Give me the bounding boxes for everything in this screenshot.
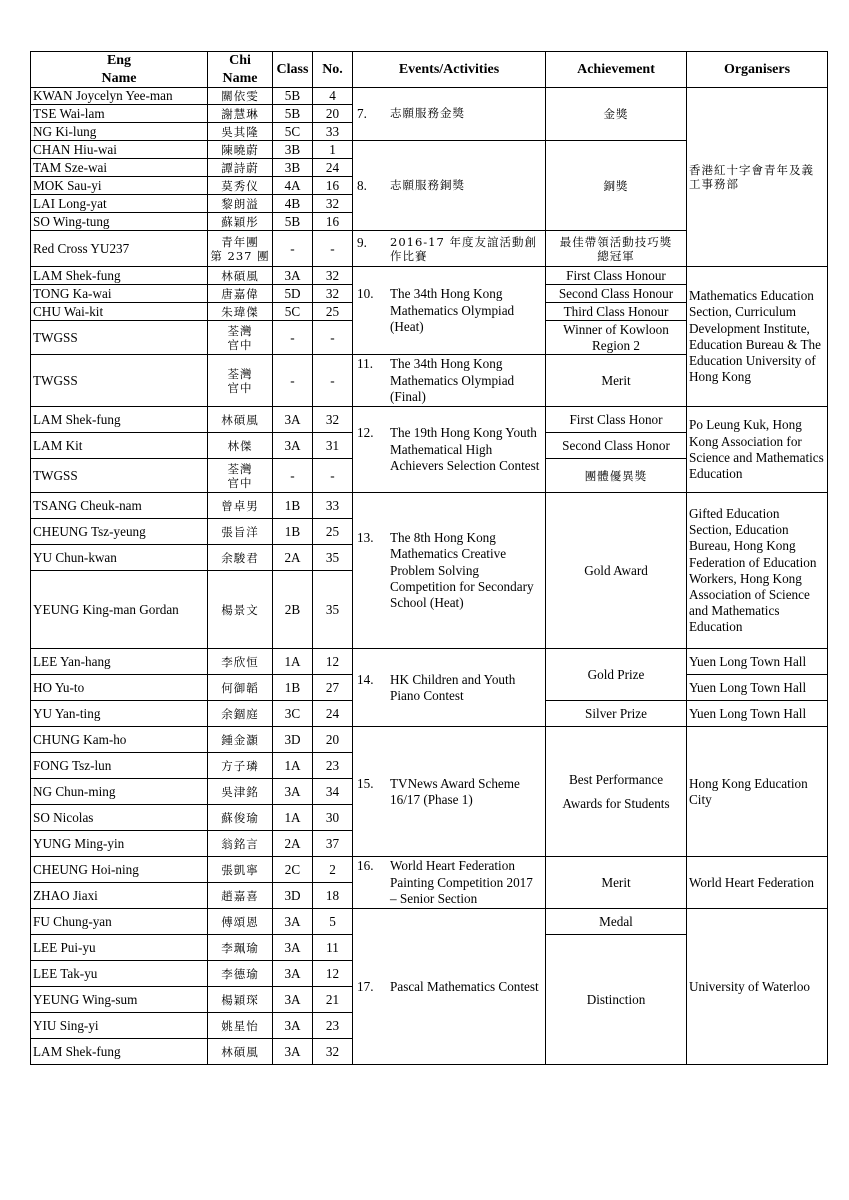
organiser-cell: World Heart Federation [687,857,828,909]
chi-name: 方子璘 [208,753,273,779]
eng-name: SO Nicolas [31,805,208,831]
organiser-cell: Yuen Long Town Hall [687,701,828,727]
chi-name: 趙嘉喜 [208,883,273,909]
number-cell: 21 [313,987,353,1013]
event-name: HK Children and Youth Piano Contest [390,671,516,703]
number-cell: 24 [313,701,353,727]
chi-name: 蘇俊瑜 [208,805,273,831]
number-cell: - [313,231,353,267]
header-achievement: Achievement [546,52,687,88]
class-cell: 1B [273,675,313,701]
event-name: The 34th Hong Kong Mathematics Olympiad (Final) [390,356,515,404]
achievement-cell: 金獎 [546,88,687,141]
class-cell: 3A [273,961,313,987]
achievement-line: Awards for Students [562,795,670,811]
achievement-cell: Silver Prize [546,701,687,727]
number-cell: 35 [313,571,353,649]
table-row [31,407,828,433]
event-name: World Heart Federation Painting Competition 2017 – Senior Section [390,858,533,906]
class-cell: 5B [273,213,313,231]
chi-name: 唐嘉偉 [208,285,273,303]
event-cell [353,355,546,407]
eng-name: LEE Pui-yu [31,935,208,961]
eng-name: YU Yan-ting [31,701,208,727]
chi-name: 朱瑋傑 [208,303,273,321]
class-cell: 1B [273,493,313,519]
class-cell: 3A [273,909,313,935]
chi-name: 黎朗溢 [208,195,273,213]
number-cell: 27 [313,675,353,701]
chi-name: 關依雯 [208,88,273,105]
chi-name: 傅頌恩 [208,909,273,935]
number-cell: 23 [313,753,353,779]
chi-name: 林碩風 [208,1039,273,1065]
table-row [31,857,828,883]
class-cell: 3D [273,883,313,909]
chi-name: 張旨洋 [208,519,273,545]
eng-name: TAM Sze-wai [31,159,208,177]
eng-name: TWGSS [31,459,208,493]
event-name: Pascal Mathematics Contest [390,978,539,994]
number-cell: 4 [313,88,353,105]
header-row [31,52,828,88]
number-cell: 35 [313,545,353,571]
class-cell: 5B [273,105,313,123]
achievement-cell: Second Class Honour [546,285,687,303]
chi-name: 楊景文 [208,571,273,649]
table-row [31,727,828,753]
chi-name: 姚星怡 [208,1013,273,1039]
organiser-cell: Gifted Education Section, Education Bureau, Hong Kong Federation of Education Workers, Hong Kong Association of Science and Mathematics Education [687,493,828,649]
chi-name: 何御韜 [208,675,273,701]
event-cell [353,857,546,909]
chi-name: 李德瑜 [208,961,273,987]
eng-name: YEUNG Wing-sum [31,987,208,1013]
eng-name: TSE Wai-lam [31,105,208,123]
header-chi-name: Chi Name [208,52,273,88]
number-cell: 5 [313,909,353,935]
table-row [31,649,828,675]
chi-name: 余駿君 [208,545,273,571]
achievement-cell: First Class Honour [546,267,687,285]
eng-name: KWAN Joycelyn Yee-man [31,88,208,105]
chi-name: 翁銘言 [208,831,273,857]
achievement-cell: Merit [546,355,687,407]
class-cell: - [273,321,313,355]
header-events: Events/Activities [353,52,546,88]
number-cell: 32 [313,267,353,285]
chi-name: 曾卓男 [208,493,273,519]
eng-name: LEE Yan-hang [31,649,208,675]
eng-name: CHEUNG Tsz-yeung [31,519,208,545]
event-name: The 34th Hong Kong Mathematics Olympiad (Heat) [390,286,515,334]
class-cell: 3C [273,701,313,727]
chi-name: 蘇穎彤 [208,213,273,231]
event-cell [353,909,546,1065]
chi-name: 莫秀仪 [208,177,273,195]
class-cell: 3A [273,1039,313,1065]
chi-name: 林碩風 [208,407,273,433]
event-number: 7. [357,106,367,121]
organiser-cell: Yuen Long Town Hall [687,675,828,701]
number-cell: 2 [313,857,353,883]
eng-name: YU Chun-kwan [31,545,208,571]
number-cell: 18 [313,883,353,909]
achievement-cell: Winner of Kowloon Region 2 [546,321,687,355]
class-cell: 2C [273,857,313,883]
achievement-cell: Medal [546,909,687,935]
eng-name: LAI Long-yat [31,195,208,213]
event-number: 12. [357,425,374,441]
number-cell: 31 [313,433,353,459]
event-number: 11. [357,356,373,372]
eng-name: CHAN Hiu-wai [31,141,208,159]
event-name: 2016-17 年度友誼活動創作比賽 [390,234,537,263]
event-cell [353,649,546,727]
chi-name: 張凱寧 [208,857,273,883]
eng-name: CHEUNG Hoi-ning [31,857,208,883]
event-number: 13. [357,530,374,546]
class-cell: 3D [273,727,313,753]
number-cell: 34 [313,779,353,805]
event-name: 志願服務銅獎 [390,177,465,192]
organiser-cell: University of Waterloo [687,909,828,1065]
number-cell: 11 [313,935,353,961]
number-cell: 33 [313,123,353,141]
number-cell: - [313,459,353,493]
event-number: 15. [357,775,374,791]
eng-name: TWGSS [31,321,208,355]
chi-name: 謝慧琳 [208,105,273,123]
eng-name: TONG Ka-wai [31,285,208,303]
organiser-cell: Po Leung Kuk, Hong Kong Association for Science and Mathematics Education [687,407,828,493]
number-cell: 37 [313,831,353,857]
class-cell: 3A [273,935,313,961]
class-cell: 2A [273,831,313,857]
event-name: 志願服務金獎 [390,106,465,120]
eng-name: TWGSS [31,355,208,407]
eng-name: CHUNG Kam-ho [31,727,208,753]
event-name: The 19th Hong Kong Youth Mathematical High Achievers Selection Contest [390,425,540,473]
eng-name: NG Chun-ming [31,779,208,805]
achievement-cell: Second Class Honor [546,433,687,459]
event-cell [353,267,546,355]
eng-name: TSANG Cheuk-nam [31,493,208,519]
eng-name: YIU Sing-yi [31,1013,208,1039]
eng-name: LEE Tak-yu [31,961,208,987]
chi-name: 余錮庭 [208,701,273,727]
chi-name: 荃灣 官中 [208,355,273,407]
achievement-cell: 銅獎 [546,141,687,231]
header-class: Class [273,52,313,88]
eng-name: YUNG Ming-yin [31,831,208,857]
class-cell: 2B [273,571,313,649]
organiser-cell: Yuen Long Town Hall [687,649,828,675]
chi-name: 譚詩蔚 [208,159,273,177]
chi-name: 林碩風 [208,267,273,285]
eng-name: FONG Tsz-lun [31,753,208,779]
eng-name: MOK Sau-yi [31,177,208,195]
eng-name: LAM Shek-fung [31,1039,208,1065]
achievement-cell: Third Class Honour [546,303,687,321]
event-cell [353,231,546,267]
eng-name: SO Wing-tung [31,213,208,231]
chi-name: 李珮瑜 [208,935,273,961]
eng-name: LAM Shek-fung [31,267,208,285]
chi-name: 青年團 第 237 團 [208,231,273,267]
chi-name: 吳津銘 [208,779,273,805]
number-cell: - [313,355,353,407]
event-number: 9. [357,234,367,250]
chi-name: 林傑 [208,433,273,459]
event-cell [353,727,546,857]
number-cell: 32 [313,285,353,303]
class-cell: 3B [273,141,313,159]
class-cell: 3A [273,267,313,285]
achievement-cell [546,727,687,857]
class-cell: 5C [273,303,313,321]
header-eng-name: Eng Name [31,52,208,88]
class-cell: 1B [273,519,313,545]
eng-name: FU Chung-yan [31,909,208,935]
table-row [31,88,828,105]
chi-name: 鍾金灝 [208,727,273,753]
achievement-cell: 最佳帶領活動技巧獎 總冠軍 [546,231,687,267]
number-cell: 16 [313,177,353,195]
table-row [31,267,828,285]
eng-name: ZHAO Jiaxi [31,883,208,909]
class-cell: 1A [273,753,313,779]
chi-name: 陳曉蔚 [208,141,273,159]
event-cell [353,88,546,141]
class-cell: 3A [273,779,313,805]
achievement-cell: Distinction [546,935,687,1065]
class-cell: 5D [273,285,313,303]
event-number: 10. [357,286,374,302]
number-cell: 20 [313,105,353,123]
organiser-cell: Hong Kong Education City [687,727,828,857]
number-cell: 32 [313,1039,353,1065]
eng-name: LAM Shek-fung [31,407,208,433]
class-cell: 3A [273,1013,313,1039]
class-cell: 1A [273,649,313,675]
eng-name: HO Yu-to [31,675,208,701]
number-cell: 24 [313,159,353,177]
event-name: TVNews Award Scheme 16/17 (Phase 1) [390,775,520,807]
header-organisers: Organisers [687,52,828,88]
achievement-cell: 團體優異獎 [546,459,687,493]
organiser-cell: 香港紅十字會青年及義工事務部 [687,88,828,267]
event-cell [353,493,546,649]
achievement-cell: First Class Honor [546,407,687,433]
achievement-cell: Gold Award [546,493,687,649]
number-cell: 32 [313,407,353,433]
class-cell: 4B [273,195,313,213]
class-cell: 3A [273,433,313,459]
achievement-cell: Gold Prize [546,649,687,701]
number-cell: 30 [313,805,353,831]
table-row [31,909,828,935]
header-no: No. [313,52,353,88]
eng-name: YEUNG King-man Gordan [31,571,208,649]
number-cell: 25 [313,303,353,321]
number-cell: 12 [313,961,353,987]
table-row [31,493,828,519]
event-cell [353,407,546,493]
eng-name: NG Ki-lung [31,123,208,141]
class-cell: 3B [273,159,313,177]
event-cell [353,141,546,231]
number-cell: 25 [313,519,353,545]
achievement-line: Best Performance [568,771,664,787]
number-cell: 23 [313,1013,353,1039]
event-number: 16. [357,858,374,874]
chi-name: 荃灣 官中 [208,459,273,493]
chi-name: 李欣恒 [208,649,273,675]
number-cell: 33 [313,493,353,519]
event-number: 14. [357,671,374,687]
chi-name: 荃灣 官中 [208,321,273,355]
class-cell: 1A [273,805,313,831]
number-cell: 1 [313,141,353,159]
class-cell: 5B [273,88,313,105]
eng-name: Red Cross YU237 [31,231,208,267]
class-cell: - [273,355,313,407]
number-cell: 32 [313,195,353,213]
number-cell: 16 [313,213,353,231]
organiser-cell: Mathematics Education Section, Curriculum Development Institute, Education Bureau & The Education University of Hong Kong [687,267,828,407]
class-cell: 3A [273,987,313,1013]
eng-name: LAM Kit [31,433,208,459]
eng-name: CHU Wai-kit [31,303,208,321]
class-cell: - [273,459,313,493]
chi-name: 吳其隆 [208,123,273,141]
achievement-cell: Merit [546,857,687,909]
chi-name: 楊穎琛 [208,987,273,1013]
class-cell: 4A [273,177,313,195]
event-number: 17. [357,978,374,994]
event-number: 8. [357,177,367,193]
number-cell: - [313,321,353,355]
event-name: The 8th Hong Kong Mathematics Creative Problem Solving Competition for Secondary School (Heat) [390,530,534,610]
number-cell: 12 [313,649,353,675]
class-cell: 2A [273,545,313,571]
class-cell: - [273,231,313,267]
number-cell: 20 [313,727,353,753]
awards-table [30,51,828,1065]
class-cell: 5C [273,123,313,141]
class-cell: 3A [273,407,313,433]
